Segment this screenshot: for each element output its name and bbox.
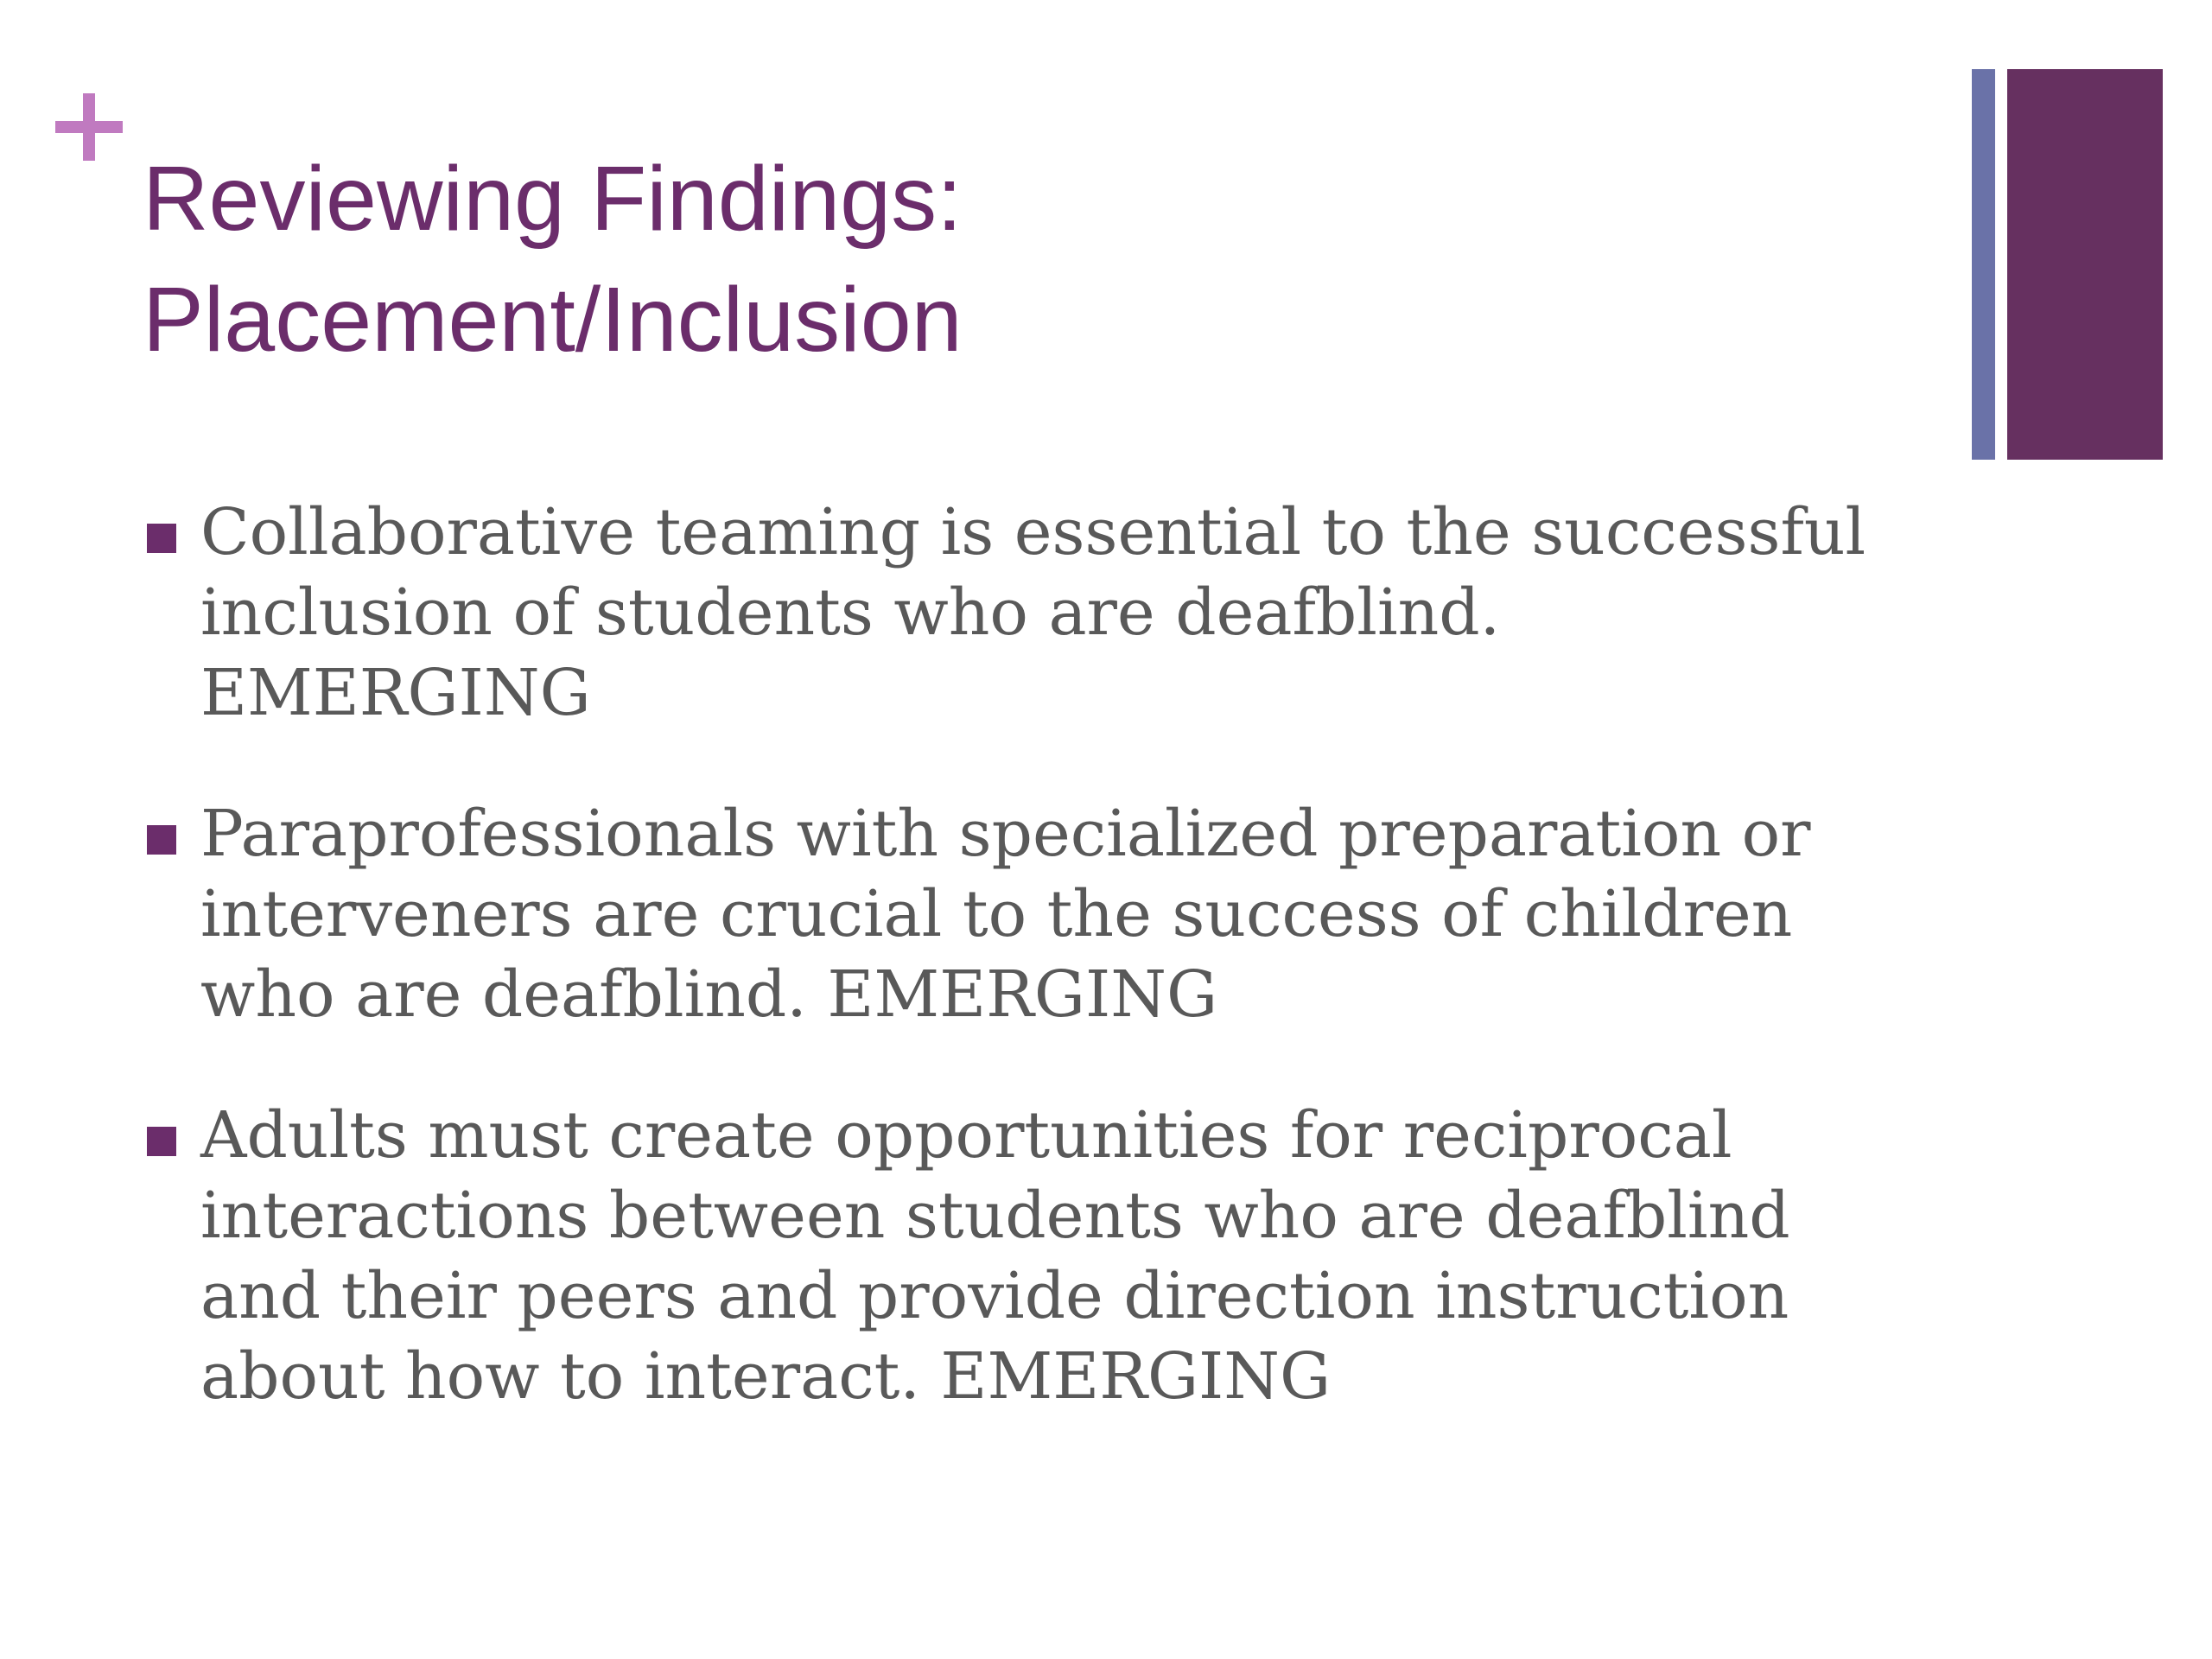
plus-icon-vertical	[83, 93, 95, 161]
bullet-item-1	[147, 493, 1961, 734]
bullet-3-line-3: and their peers and provide direction instruction	[200, 1259, 1789, 1333]
bullet-1-line-2: inclusion of students who are deafblind.	[200, 575, 1501, 650]
bullet-2-line-1: Paraprofessionals with specialized preparation or	[200, 797, 1811, 871]
decorative-wide-bar	[2007, 69, 2163, 460]
bullet-3-line-4: about how to interact. EMERGING	[200, 1339, 1332, 1414]
bullet-item-3	[147, 1096, 1961, 1417]
bullet-2-line-2: interveners are crucial to the success of children	[200, 877, 1793, 951]
square-bullet-icon	[147, 524, 176, 553]
bullet-3-line-2: interactions between students who are deafblind	[200, 1179, 1790, 1253]
plus-icon	[55, 93, 123, 161]
bullet-item-2	[147, 794, 1961, 1035]
decorative-thin-bar	[1972, 69, 1995, 460]
bullet-1-line-1: Collaborative teaming is essential to the successful	[200, 495, 1866, 569]
bullet-2-line-3: who are deafblind. EMERGING	[200, 957, 1218, 1032]
bullet-list	[147, 493, 1961, 1478]
bullet-3-line-1: Adults must create opportunities for reciprocal	[200, 1098, 1732, 1173]
square-bullet-icon	[147, 1127, 176, 1156]
slide-title-line-2: Placement/Inclusion	[143, 269, 963, 371]
slide-title-line-1: Reviewing Findings:	[143, 148, 963, 250]
bullet-1-line-3: EMERGING	[200, 656, 591, 730]
slide-title	[143, 138, 1914, 380]
square-bullet-icon	[147, 825, 176, 855]
